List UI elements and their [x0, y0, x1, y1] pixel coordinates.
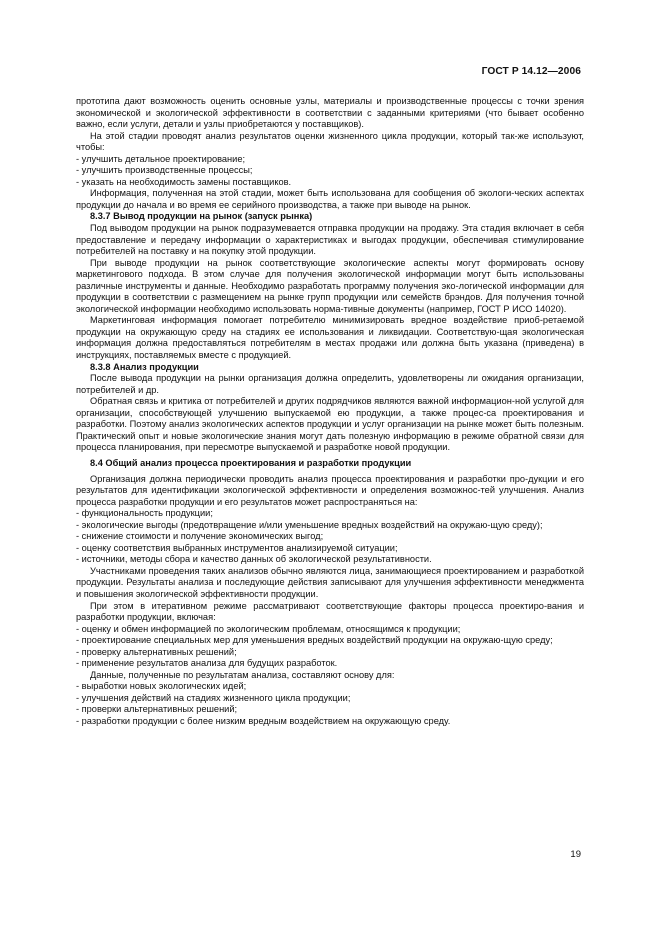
paragraph: При выводе продукции на рынок соответствующие экологические аспекты могут формировать основу маркетингового подхода. В этом случае для получения экологической информации могут быть использованы различные инструменты и данные. Необходимо разработать программу получения эко-логической информации для продукции в соответствии с размещением на рынке групп продукции или семейств брэндов. Для получения точной экологической информации необходимо использовать норма-тивные документы (например, ГОСТ Р ИСО 14020). [76, 257, 584, 314]
list-item: - проверку альтернативных решений; [76, 646, 237, 657]
section-heading-8-3-8: 8.3.8 Анализ продукции [90, 361, 199, 372]
list-item: - проектирование специальных мер для уменьшения вредных воздействий продукции на окружаю-щую среду; [76, 635, 553, 646]
list-item: - проверки альтернативных решений; [76, 704, 238, 715]
list-item: - указать на необходимость замены поставщиков. [76, 176, 292, 187]
paragraph: Информация, полученная на этой стадии, может быть использована для сообщения об экологи-ческих аспектах продукции до начала и во время ее серийного производства, а также при выводе на рынок. [76, 188, 584, 210]
list-item: - источники, методы сбора и качество данных об экологической результативности. [76, 554, 432, 565]
list-item: - улучшить детальное проектирование; [76, 153, 246, 164]
paragraph: Участниками проведения таких анализов обычно являются лица, занимающиеся проектированием и разработкой продукции. Результаты анализа и последующие действия записывают для улучшения эффективности менеджмента и повышения экологической эффективности продукции. [76, 565, 584, 599]
paragraph: После вывода продукции на рынки организация должна определить, удовлетворены ли ожидания организации, потребителей и др. [76, 373, 584, 395]
section-heading-8-4: 8.4 Общий анализ процесса проектирования и разработки продукции [90, 457, 412, 468]
bullet-list [76, 681, 584, 727]
list-item: - оценку соответствия выбранных инструментов анализируемой ситуации; [76, 542, 398, 553]
paragraph: Под выводом продукции на рынок подразумевается отправка продукции на продажу. Эта стадия включает в себя предоставление и передачу информации о характеристиках и выгодах продукции, обеспечивая стимулирование потребителей на поставку и на покупку этой продукции. [76, 223, 584, 257]
document-code: ГОСТ Р 14.12—2006 [481, 66, 581, 77]
list-item: - снижение стоимости и получение экономических выгод; [76, 531, 324, 542]
list-item: - применение результатов анализа для будущих разработок. [76, 658, 338, 669]
paragraph: Организация должна периодически проводить анализ процесса проектирования и разработки про-дукции и его результатов для идентификации экологической эффективности и определения возможнос-тей улучшения. Анализ процесса разработки продукции и его результатов может распространяться на: [76, 473, 584, 507]
section-heading-8-3-7: 8.3.7 Вывод продукции на рынок (запуск рынка) [90, 211, 313, 222]
list-item: - выработки новых экологических идей; [76, 681, 247, 692]
list-item: - оценку и обмен информацией по экологическим проблемам, относящимся к продукции; [76, 623, 461, 634]
paragraph: При этом в итеративном режиме рассматривают соответствующие факторы процесса проектиро-вания и разработки продукции, включая: [76, 600, 584, 623]
bullet-list [76, 624, 584, 670]
page-body [76, 96, 584, 728]
list-item: - экологические выгоды (предотвращение и/или уменьшение вредных воздействий на окружаю-щую среду); [76, 519, 543, 530]
paragraph: Данные, полученные по результатам анализа, составляют основу для: [90, 669, 395, 680]
list-item: - функциональность продукции; [76, 508, 213, 519]
list-item: - улучшить производственные процессы; [76, 165, 253, 176]
paragraph: Маркетинговая информация помогает потребителю минимизировать вредное воздействие приоб-ретаемой продукции на окружающую среду на стадиях ее использования и ликвидации. Соответствую-щая экологическая информация должна предоставляться потребителям в местах продажи или должна быть указана (приведена) в инструкциях, поставляемых вместе с продукцией. [76, 315, 584, 361]
bullet-list [76, 154, 584, 189]
page-number: 19 [570, 849, 581, 860]
list-item: - улучшения действий на стадиях жизненного цикла продукции; [76, 692, 351, 703]
paragraph: На этой стадии проводят анализ результатов оценки жизненного цикла продукции, который так-же используют, чтобы: [76, 130, 584, 153]
paragraph: Обратная связь и критика от потребителей и других подрядчиков являются важной информацион-ной услугой для организации, способствующей улучшению выпускаемой ею продукции, а также процес-са проектирования и разработки. Поэтому анализ экологических аспектов продукции и услуг организации на рынке может быть полезным. Практический опыт и новые экологические знания могут дать полезную информацию в режиме обратной связи для процесса планирования, при пересмотре выпускаемой и разработке новой продукции. [76, 396, 584, 453]
paragraph: прототипа дают возможность оценить основные узлы, материалы и производственные процессы с точки зрения экономической и экологической эффективности в соответствии с заданными критериями (что бывает особенно важно, если услуги, детали и узлы приобретаются у поставщиков). [76, 96, 584, 130]
bullet-list [76, 508, 584, 566]
list-item: - разработки продукции с более низким вредным воздействием на окружающую среду. [76, 715, 451, 726]
